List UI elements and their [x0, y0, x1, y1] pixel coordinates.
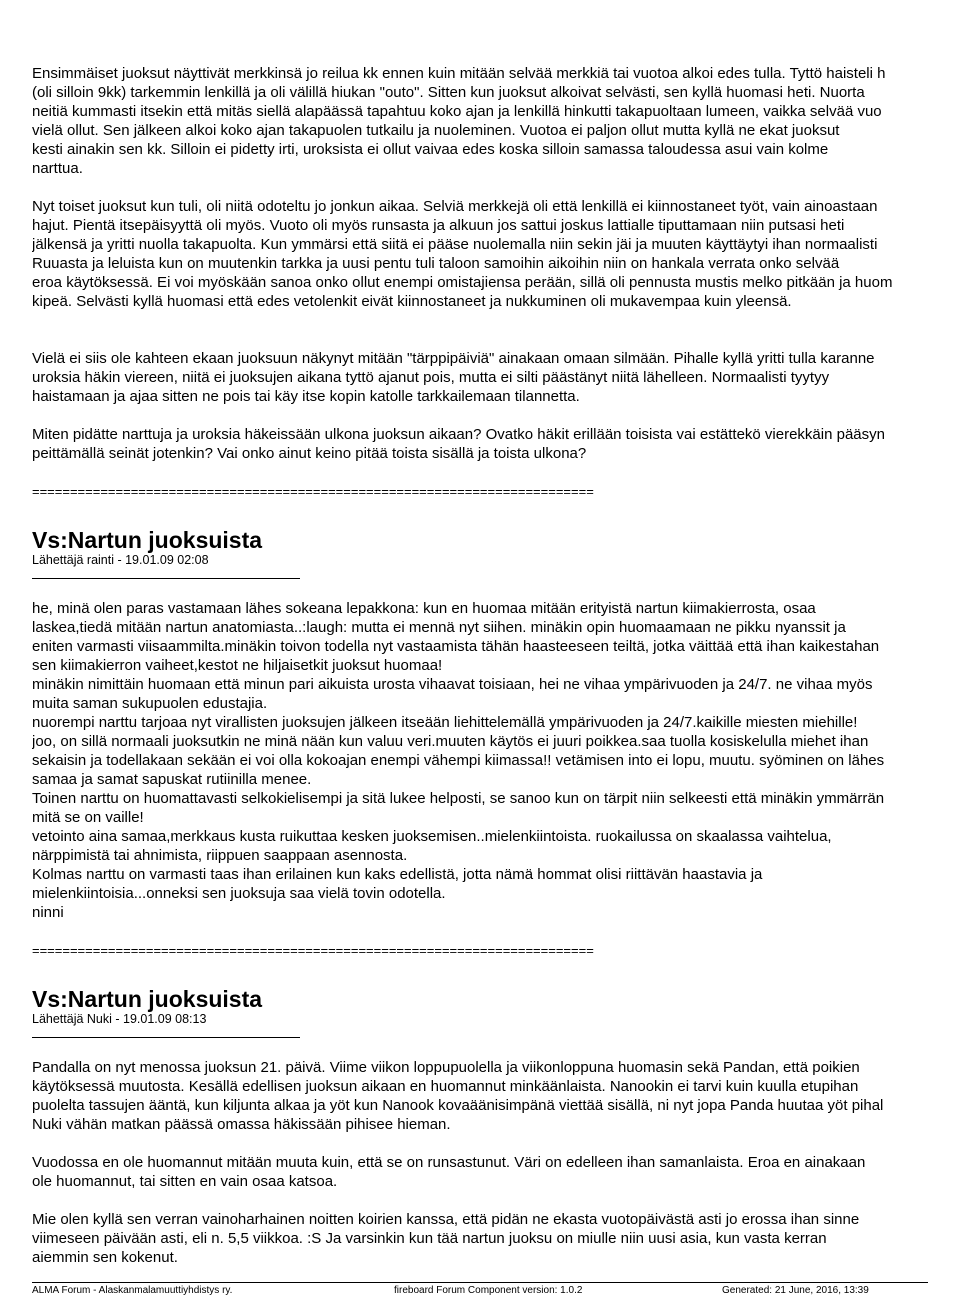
text-line: neitiä kummasti itsekin että mitäs siellä alapäässä tapahtuu koko ajan ja lenkillä hinkutti takapuoltaan lumeen, vaikka selvää vuo	[32, 103, 882, 120]
text-line: haistamaan ja ajaa sitten ne pois tai käy itse kopin katolle tarkkailemaan tilannetta.	[32, 388, 580, 405]
footer-site-name: ALMA Forum - Alaskanmalamuuttiyhdistys ry.	[32, 1285, 233, 1296]
footer-generated-date: Generated: 21 June, 2016, 13:39	[722, 1285, 869, 1296]
text-line: närppimistä tai ahnimista, riippuen saappaan asennosta.	[32, 847, 408, 864]
post-body	[32, 1058, 960, 1267]
text-line: laskea,tiedä mitään nartun anatomiasta..:laugh: mutta ei mennä nyt siihen. minäkin opin huomaamaan ne pikku nyanssit ja	[32, 619, 846, 636]
text-line: narttua.	[32, 160, 83, 177]
paragraph	[32, 1058, 960, 1134]
text-line: Mie olen kyllä sen verran vainoharhainen noitten koirien kanssa, että pidän ne ekasta vuotopäivästä asti jo erossa ihan sinne	[32, 1211, 860, 1228]
post-separator: ==========================================================================	[32, 943, 594, 958]
text-line: puolelta tassujen ääntä, kun kiljunta alkaa ja yöt kun Nanook kovaäänisimpänä viettää sisällä, ni nyt jopa Panda huutaa yöt pihal	[32, 1097, 884, 1114]
text-line: uroksia häkin viereen, niitä ei juoksujen aikana tyttö ajanut pois, mutta ei silti päästänyt niitä lähelleen. Normaalisti tyytyy	[32, 369, 830, 386]
text-line: nuorempi narttu tarjoaa nyt virallisten juoksujen jälkeen itseään liehittelemällä ympärivuoden ja 24/7.kaikille miesten miehille!	[32, 714, 858, 731]
text-line: Pandalla on nyt menossa juoksun 21. päivä. Viime viikon loppupuolella ja viikonloppuna huomasin sekä Pandan, että poikien	[32, 1059, 860, 1076]
text-line: ole huomannut, tai sitten en vain osaa katsoa.	[32, 1173, 338, 1190]
text-line: käytöksessä muutosta. Kesällä edellisen juoksun aikaan en huomannut minkäänlaista. Nanookin ei tarvi kuin kuulla etupihan	[32, 1078, 859, 1095]
paragraph	[32, 64, 960, 178]
paragraph	[32, 197, 960, 311]
text-line: vetointo aina samaa,merkkaus kusta ruikuttaa kesken juoksemisen..mielenkiintoista. ruokailussa on skaalassa vaihtelua,	[32, 828, 832, 845]
post-body	[32, 64, 960, 501]
footer-component-version: fireboard Forum Component version: 1.0.2	[394, 1285, 583, 1296]
text-line: peittämällä seinät jotenkin? Vai onko ainut keino pitää toista sisällä ja toista ulkona?	[32, 445, 587, 462]
text-line: Kolmas narttu on varmasti taas ihan erilainen kun kaks edellistä, jotta nämä hommat olisi riittävän haastavia ja	[32, 866, 763, 883]
reply-post	[32, 527, 960, 960]
text-line: Ensimmäiset juoksut näyttivät merkkinsä jo reilua kk ennen kuin mitään selvää merkkiä tai vuotoa alkoi edes tulla. Tyttö haisteli h	[32, 65, 886, 82]
post-body	[32, 599, 960, 922]
text-line: Ruuasta ja leluista kun on muutenkin tarkka ja uusi pentu tuli taloon samoihin aikoihin niin on hankala verrata onko selvää	[32, 255, 840, 272]
paragraph	[32, 1153, 960, 1191]
text-line: muita saman sukupuolen edustajia.	[32, 695, 268, 712]
text-line: samaa ja samat sapuskat rutiinilla menee.	[32, 771, 312, 788]
paragraph	[32, 349, 960, 406]
reply-post	[32, 986, 960, 1267]
text-line: Vielä ei siis ole kahteen ekaan juoksuun näkynyt mitään "tärppipäiviä" ainakaan omaan silmään. Pihalle kyllä yritti tulla karanne	[32, 350, 875, 367]
text-line: hajut. Pientä itsepäisyyttä oli myös. Vuoto oli myös runsasta ja alkuun jos sattui joskus lattialle tiputtamaan niin putsasi heti	[32, 217, 845, 234]
text-line: kipeä. Selvästi kyllä huomasi että edes vetolenkit eivät kiinnostaneet ja nukkuminen oli mukavempaa kuin yleensä.	[32, 293, 792, 310]
text-line: sen kiimakierron vaiheet,kestot ne hiljaisetkit juoksut huomaa!	[32, 657, 443, 674]
text-line: (oli silloin 9kk) tarkemmin lenkillä ja oli välillä hiukan "outo". Sitten kun juoksut alkoivat selvästi, sen kyllä huomasi heti. Nuorta	[32, 84, 865, 101]
post-meta: Lähettäjä Nuki - 19.01.09 08:13	[32, 1012, 207, 1026]
text-line: mitä se on vaille!	[32, 809, 144, 826]
text-line: minäkin nimittäin huomaan että minun pari aikuista urosta vihaavat toisiaan, hei ne vihaa ympärivuoden ja 24/7. ne vihaa myös	[32, 676, 873, 693]
text-line: sekaisin ja todellakaan sekään ei voi olla kokoajan enempi vähempi kiimassa!! vetämisen into ei lopu, muutu. syöminen on lähes	[32, 752, 885, 769]
text-line: eniten varmasti viisaammilta.minäkin toivon todella nyt vastaamista tähän haasteeseen teiltä, jotka väittää että ihan kaikestahan	[32, 638, 880, 655]
text-line: Toinen narttu on huomattavasti selkokielisempi ja sitä lukee helposti, se sanoo kun on tärpit niin selkeesti että minäkin ymmärrän	[32, 790, 885, 807]
text-line: he, minä olen paras vastamaan lähes sokeana lepakkona: kun en huomaa mitään erityistä nartun kiimakierrosta, osaa	[32, 600, 816, 617]
paragraph	[32, 1210, 960, 1267]
text-line: Vuodossa en ole huomannut mitään muuta kuin, että se on runsastunut. Väri on edelleen ihan samanlaista. Eroa en ainakaan	[32, 1154, 866, 1171]
post-meta: Lähettäjä rainti - 19.01.09 02:08	[32, 553, 209, 567]
text-line: ninni	[32, 904, 64, 921]
text-line: eroa käytöksessä. Ei voi myöskään sanoa onko ollut enempi omistajiensa perään, sillä oli pennusta mustis melko pitkään ja huom	[32, 274, 893, 291]
text-line: joo, on sillä normaali juoksutkin ne minä nään kun valuu veri.muuten käytös ei juuri poikkea.saa tuolla kosiskelulla miehet ihan	[32, 733, 869, 750]
post-separator: ==========================================================================	[32, 484, 594, 499]
text-line: jälkensä ja yritti nuolla takapuolta. Kun ymmärsi että siitä ei pääse nuolemalla niin sekin jäi ja muuten käyttäytyi ihan normaalisti	[32, 236, 878, 253]
page-footer	[32, 1282, 928, 1297]
post-title: Vs:Nartun juoksuista	[32, 527, 263, 553]
text-line: aiemmin sen kokenut.	[32, 1249, 178, 1266]
post-title: Vs:Nartun juoksuista	[32, 986, 263, 1012]
forum-page	[32, 64, 960, 1267]
text-line: Nuki vähän matkan päässä omassa häkissään pihisee hieman.	[32, 1116, 451, 1133]
text-line: Miten pidätte narttuja ja uroksia häkeissään ulkona juoksun aikaan? Ovatko häkit erillään toisista vai estättekö vierekkäin pääsyn	[32, 426, 885, 443]
text-line: Nyt toiset juoksut kun tuli, oli niitä odoteltu jo jonkun aikaa. Selviä merkkejä oli että lenkillä ei kiinnostaneet työt, vain ainoastaan	[32, 198, 878, 215]
text-line: viimeseen päivään asti, eli n. 5,5 viikkoa. :S Ja varsinkin kun tää nartun juoksu on miulle niin uusi asia, kun vasta kerran	[32, 1230, 827, 1247]
text-line: mielenkiintoisia...onneksi sen juoksuja saa vielä tovin odotella.	[32, 885, 446, 902]
text-line: kesti ainakin sen kk. Silloin ei pidetty irti, uroksista ei ollut vaivaa edes koska silloin samassa taloudessa asui vain kolme	[32, 141, 829, 158]
paragraph	[32, 425, 960, 463]
text-line: vielä ollut. Sen jälkeen alkoi koko ajan takapuolen tutkailu ja nuoleminen. Vuotoa ei paljon ollut mutta kyllä ne ekat juoksut	[32, 122, 840, 139]
